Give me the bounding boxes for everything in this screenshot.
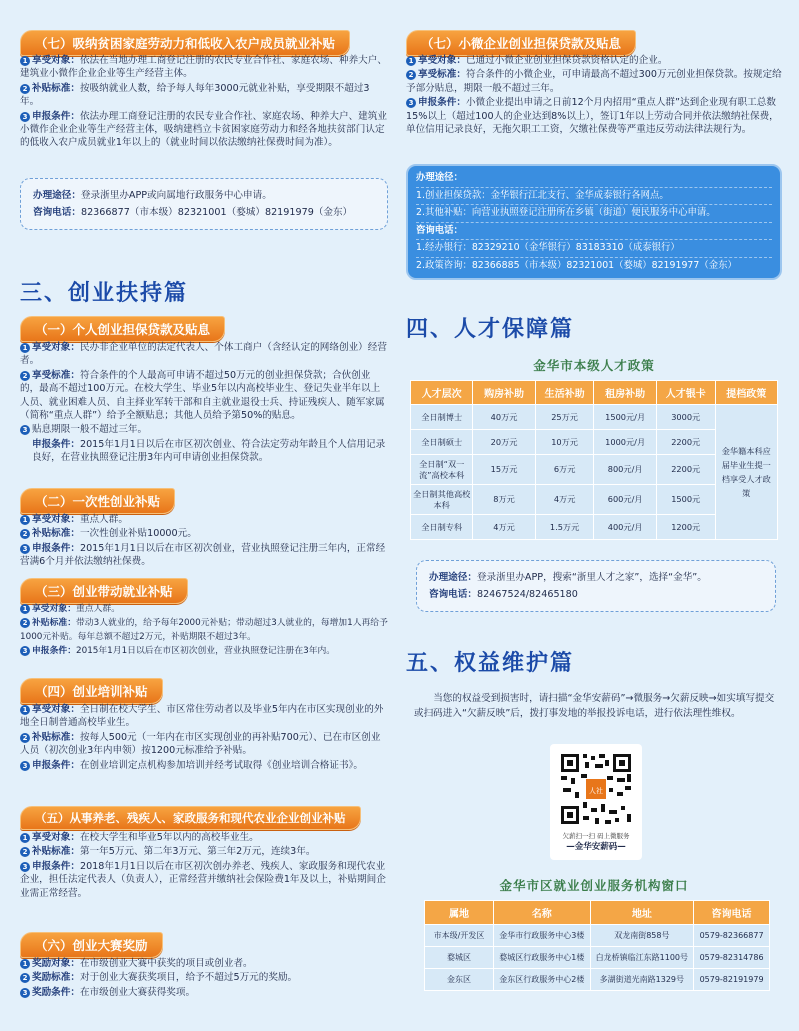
contest-items — [20, 956, 388, 999]
qr-badge: 人社 — [589, 787, 603, 795]
section-header: （五）从事养老、残疾人、家政服务和现代农业企业创业补贴 — [20, 806, 361, 830]
list-item: 1 享受对象：在校大学生和毕业5年以内的高校毕业生。 — [20, 831, 388, 844]
list-item: 3 申报条件：小微企业提出申请之日前12个月内招用“重点人群”达到企业现有职工总数15%以上（超过100人的企业达到8%以上），签订1年以上劳动合同并依法缴纳社保费，单位信用记录良好，无拖欠职工工资，欠缴社保费等严重违反劳动法律法规行为。 — [406, 97, 779, 136]
list-item: 2 补贴标准：第一年5万元、第二年3万元、第三年2万元，连续3年。 — [20, 845, 388, 858]
application-info-box: 办理途径： 1.创业担保贷款：金华银行江北支行、金华成泰银行各网点。 2.其他补贴：向营业执照登记注册所在乡镇（街道）便民服务中心申请。 咨询电话： 1.经办银行：82329210（金华银行）83183310（成泰银行） 2.政策咨询：82366885（市本级）82321001（婺城）82191977（金东） — [406, 164, 782, 280]
list-item: 1 享受对象：重点人群。 — [20, 513, 388, 526]
part-title-entrepreneurship: 三、创业扶持篇 — [20, 281, 189, 306]
onetime-items — [20, 512, 388, 569]
table-row: 全日制博士 40万元 25万元 1500元/月 3000元 金华籍本科应届毕业生提一档享受人才政策 — [411, 405, 778, 430]
contact-box: 办理途径：登录浙里办APP或向属地行政服务中心申请。 咨询电话：82366877（市本级）82321001（婺城）82191979（金东） — [20, 178, 388, 230]
list-item: 2 补贴标准：一次性创业补贴10000元。 — [20, 527, 388, 540]
list-item: 2 享受标准：符合条件的小微企业，可申请最高不超过300万元创业担保贷款。按规定给予部分贴息，期限一般不超过三年。 — [406, 69, 782, 94]
qr-title: —金华安薪码— — [566, 842, 626, 852]
table-row: 全日制其他高校本科 8万元 4万元 600元/月 1500元 — [411, 485, 778, 515]
list-item: 2 奖励标准：对于创业大赛获奖项目，给予不超过5万元的奖励。 — [20, 971, 388, 984]
table-row: 全日制专科 4万元 1.5万元 400元/月 1200元 — [411, 515, 778, 540]
training-items — [20, 702, 388, 772]
loan-items — [20, 340, 388, 465]
list-item: 1 享受对象：全日制在校大学生、市区常住劳动者以及毕业5年内在市区实现创业的外地全日制普通高校毕业生。 — [20, 704, 384, 729]
part-title-talent: 四、人才保障篇 — [406, 317, 575, 342]
employment-items — [20, 602, 388, 659]
talent-policy-table — [410, 380, 778, 540]
table-row: 婺城区 婺城区行政服务中心1楼 白龙桥镇临江东路1100号 0579-82314786 — [425, 947, 770, 969]
table-row: 全日制“双一流”高校本科 15万元 6万元 800元/月 2200元 — [411, 455, 778, 485]
poverty-subsidy-items — [20, 53, 388, 150]
list-item: 3 申报条件：2018年1月1日以后在市区初次创办养老、残疾人、家政服务和现代农业企业，担任法定代表人（负责人），正常经营并缴纳社会保险费1年及以上，补贴期间企业需正常经营。 — [20, 860, 386, 899]
list-item: 2 补贴标准：按每人500元（一年内在市区实现创业的再补贴700元）、已在市区创业人员（初次创业3年内申领）按1200元标准给予补贴。 — [20, 731, 381, 757]
list-item: 1 享受对象：重点人群。 — [20, 603, 388, 616]
list-item: 1 享受对象：已通过小微企业创业担保贷款资格认定的企业。 — [406, 54, 782, 67]
service-table-title: 金华市区就业创业服务机构窗口 — [499, 878, 689, 893]
list-item: 2 享受标准：符合条件的个人最高可申请不超过50万元的创业担保贷款；合伙创业的，最高不超过100万元。在校大学生、毕业5年以内高校毕业生、登记失业半年以上人员、就业困难人员、自主择业军转干部和自主就业退役士兵、持证残疾人、随军家属（简称“重点人群”）给予全额贴息；其他人员给予第50%的贴息。 — [20, 369, 385, 422]
table-row: 全日制硕士 20万元 10万元 1000元/月 2200元 — [411, 430, 778, 455]
section-header: （三）创业带动就业补贴 — [20, 578, 188, 604]
table-title: 金华市本级人才政策 — [533, 358, 655, 373]
table-row: 市本级/开发区 金华市行政服务中心3楼 双龙南街858号 0579-82366877 — [425, 925, 770, 947]
list-item: 1 享受对象：民办非企业单位的法定代表人、个体工商户（含经认定的网络创业）经营者。 — [20, 342, 387, 367]
section-header: （四）创业培训补贴 — [20, 678, 163, 704]
qr-caption: 欠薪扫一扫 码上微服务 — [562, 832, 630, 840]
list-item: 2 补贴标准：带动3人就业的，给予每年2000元补贴；带动超过3人就业的，每增加1人再给予1000元补贴。每年总额不超过2万元，补贴期限不超过3年。 — [20, 618, 388, 642]
qr-code-graphic — [559, 752, 633, 826]
section-header: （六）创业大赛奖励 — [20, 932, 163, 958]
list-item: 3 奖励条件：在市级创业大赛获得奖项。 — [20, 986, 388, 999]
elderly-service-items — [20, 830, 388, 900]
talent-contact-box: 办理途径：登录浙里办APP，搜索“浙里人才之家”，选择“金华”。 咨询电话：82467524/82465180 — [416, 560, 776, 612]
qr-code[interactable] — [557, 750, 635, 828]
section-header: （七）小微企业创业担保贷款及贴息 — [406, 30, 636, 56]
list-item: 3 申报条件：在创业培训定点机构参加培训并经考试取得《创业培训合格证书》。 — [20, 759, 388, 772]
qr-card[interactable] — [550, 744, 642, 860]
section-title: （七）吸纳贫困家庭劳动力和低收入农户成员就业补贴 — [20, 30, 350, 56]
small-business-items — [406, 53, 782, 136]
service-table — [424, 900, 770, 991]
list-item: 3 申报条件：2015年1月1日以后在市区初次创业，营业执照登记注册在3年内。 — [20, 645, 388, 658]
table-header-row: 属地 名称 地址 咨询电话 — [425, 901, 770, 925]
table-header-row: 人才层次 购房补助 生活补助 租房补助 人才银卡 提档政策 — [411, 381, 778, 405]
rights-text: 当您的权益受到损害时，请扫描“金华安薪码”→微服务→欠薪反映→如实填写提交或扫码进入“欠薪反映”后，拨打事发地的举报投诉电话，进行依法理性维权。 — [414, 693, 775, 719]
list-item: 1 享受对象：依法在当地办理工商登记注册的农民专业合作社、家庭农场、种养大户、建筑业小微作企业企业等生产经营主体。 — [20, 55, 387, 80]
list-item: 1 奖励对象：在市级创业大赛中获奖的项目或创业者。 — [20, 957, 388, 970]
section-header: （一）个人创业担保贷款及贴息 — [20, 316, 225, 342]
part-title-rights: 五、权益维护篇 — [406, 651, 575, 676]
list-item: 3 申报条件：2015年1月1日以后在市区初次创业，营业执照登记注册三年内，正常经营满6个月并依法缴纳社保费。 — [20, 542, 386, 568]
side-note: 金华籍本科应届毕业生提一档享受人才政策 — [715, 405, 777, 540]
list-item: 3 申报条件：依法办理工商登记注册的农民专业合作社、家庭农场、种养大户、建筑业小微作企业企业等生产经营主体，吸纳建档立卡贫困家庭劳动力和经各地扶贫部门认定的低收入农户成员就业1年以上的（就业时间以依法缴纳社保费时间为准）。 — [20, 110, 387, 149]
list-item: 申报条件：2015年1月1日以后在市区初次创业、符合法定劳动年龄且个人信用记录良好，在营业执照登记注册3年内可申请创业担保贷款。 — [32, 438, 386, 464]
list-item: 3 贴息期限一般不超过三年。 — [20, 423, 388, 436]
section-header: （二）一次性创业补贴 — [20, 488, 175, 514]
table-row: 金东区 金东区行政服务中心2楼 多湖街道光南路1329号 0579-82191979 — [425, 969, 770, 991]
list-item: 2 补贴标准：按吸纳就业人数，给予每人每年3000元就业补贴，享受期限不超过3年。 — [20, 82, 370, 108]
